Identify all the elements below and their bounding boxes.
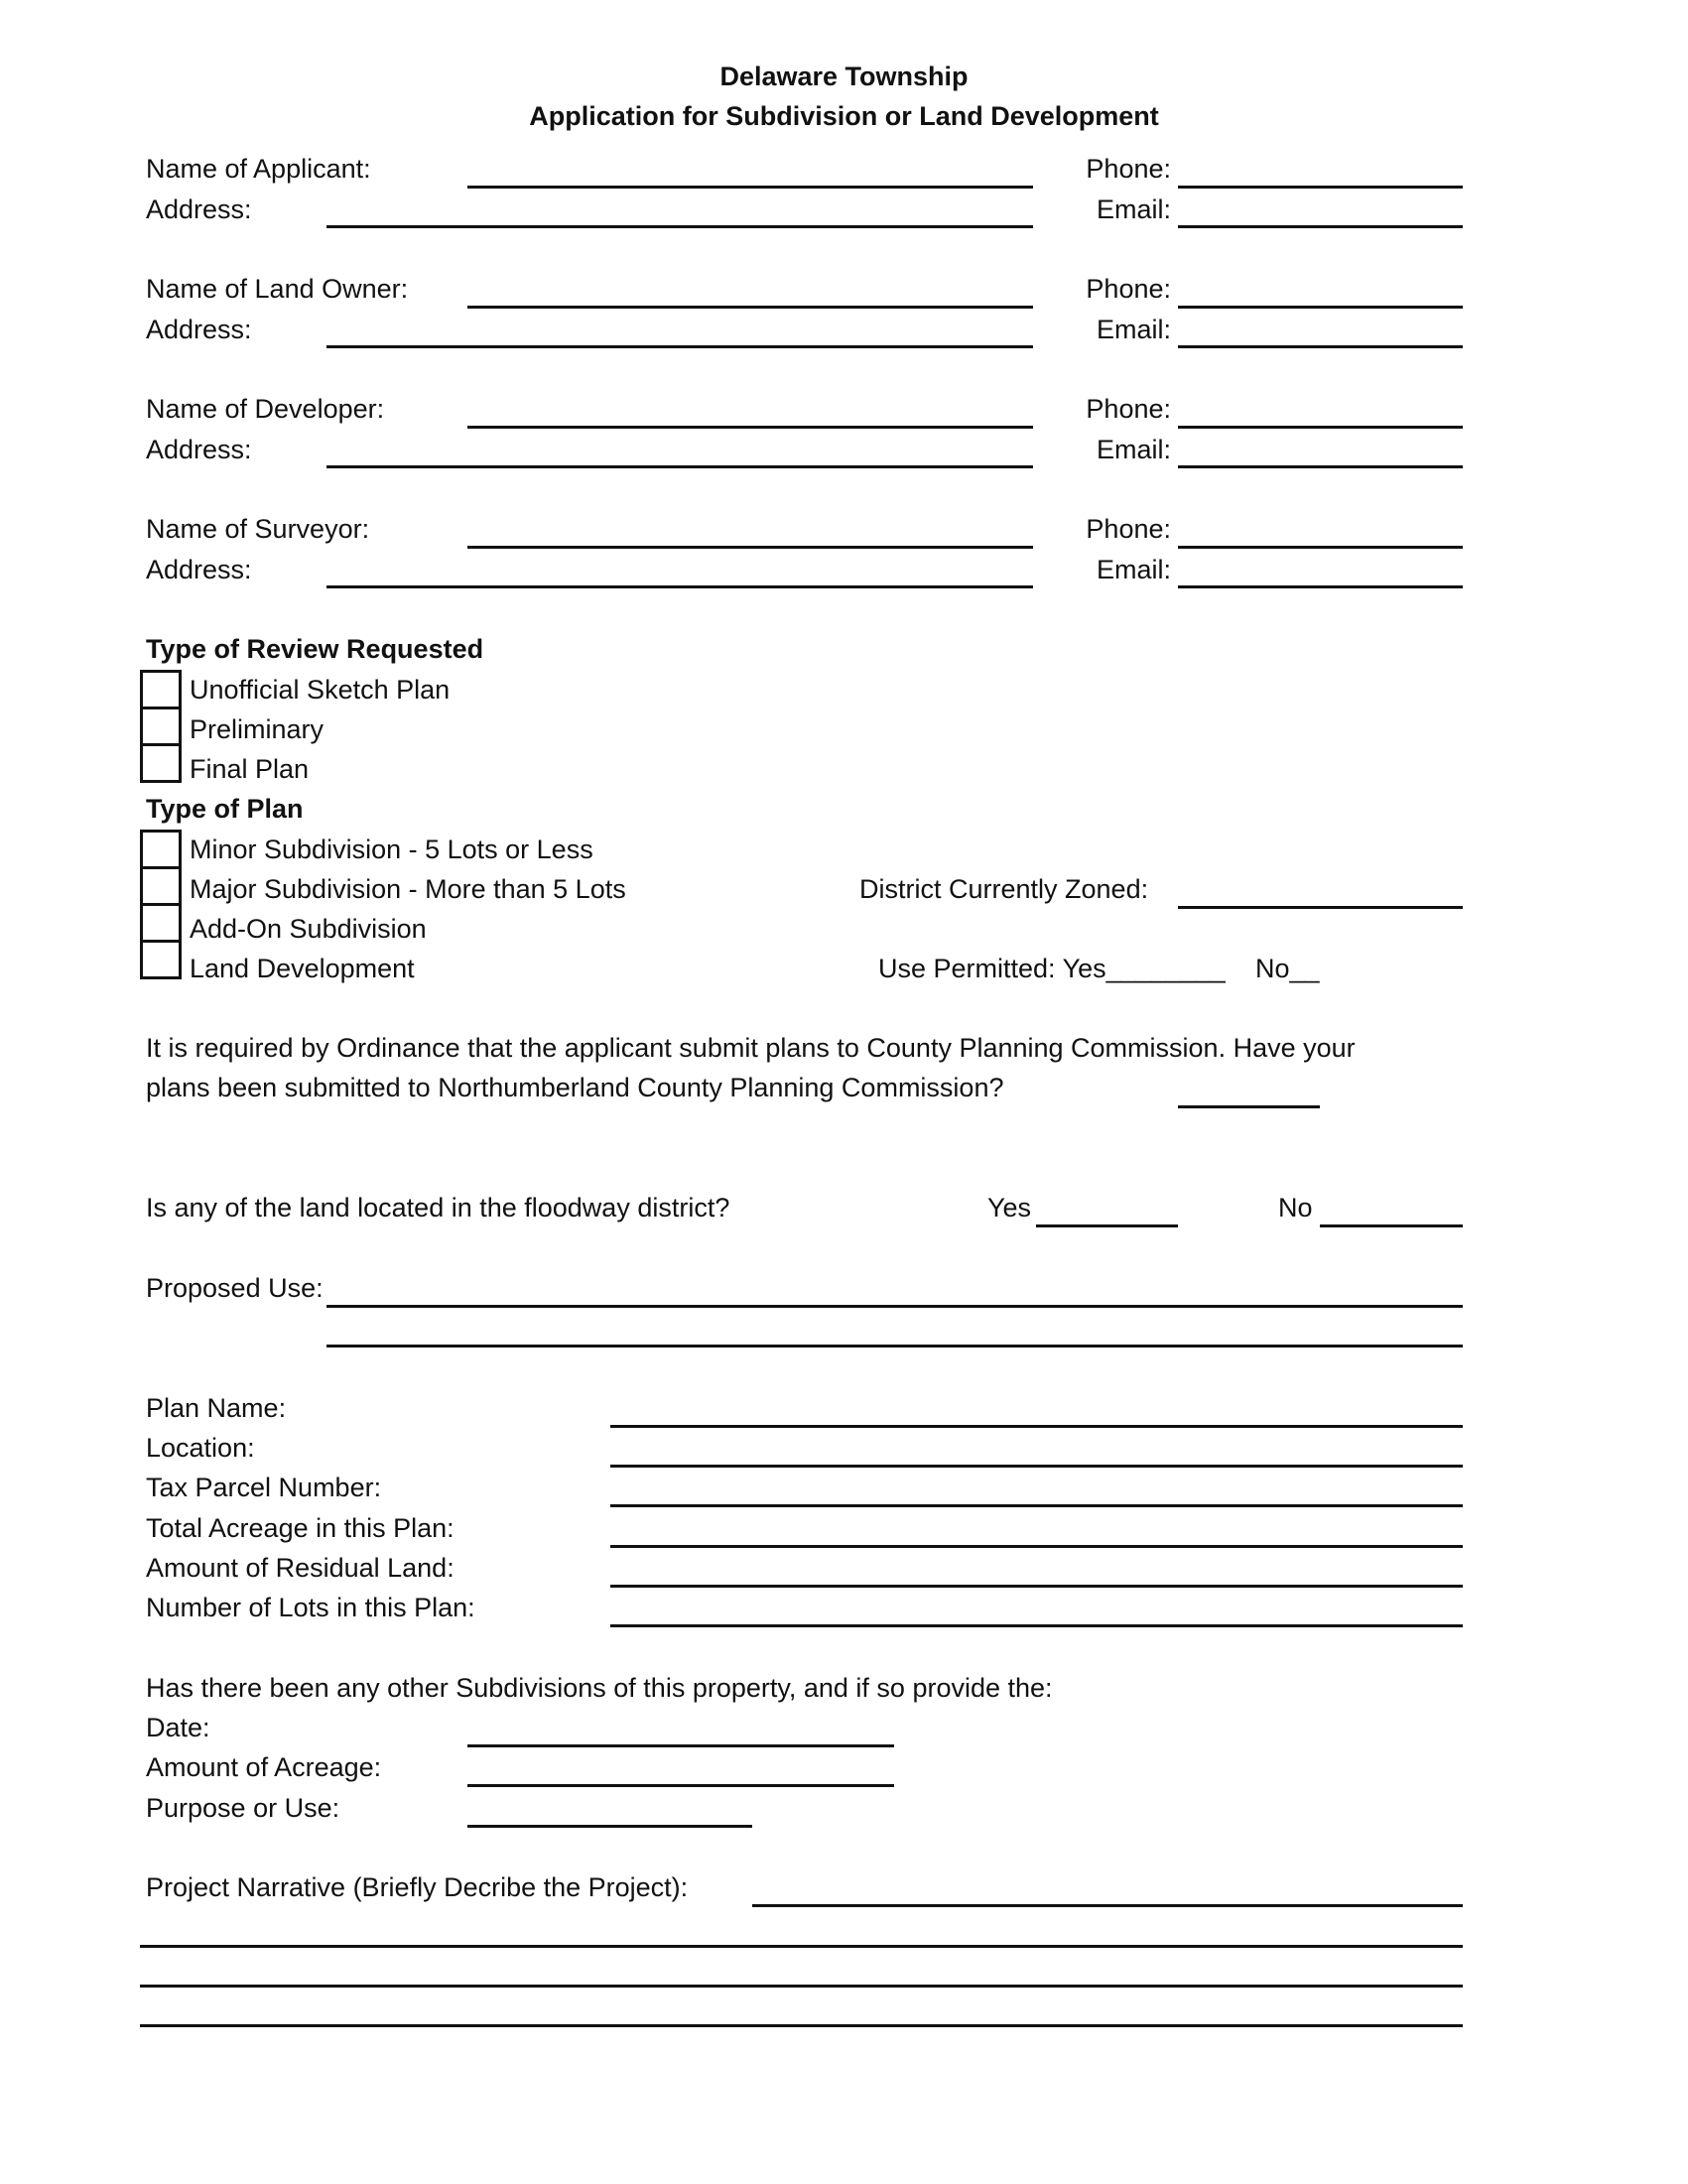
- proposed-use-label: Proposed Use:: [146, 1273, 324, 1303]
- applicant-address-label: Address:: [146, 194, 252, 224]
- residual-land-label: Amount of Residual Land:: [146, 1553, 454, 1583]
- applicant-name-label: Name of Applicant:: [146, 154, 371, 184]
- plan-name-field[interactable]: [610, 1425, 1463, 1428]
- plan-type-option-label: Major Subdivision - More than 5 Lots: [190, 874, 626, 904]
- prior-date-field[interactable]: [467, 1744, 894, 1747]
- checkbox-add-on-subdivision[interactable]: [140, 903, 182, 940]
- prior-purpose-label: Purpose or Use:: [146, 1793, 340, 1823]
- land-owner-address-field[interactable]: [326, 345, 1033, 348]
- developer-email-label: Email:: [1096, 435, 1171, 464]
- applicant-email-label: Email:: [1096, 194, 1171, 224]
- floodway-no-label: No: [1278, 1193, 1313, 1222]
- applicant-email-field[interactable]: [1178, 225, 1463, 228]
- surveyor-email-field[interactable]: [1178, 585, 1463, 588]
- developer-phone-label: Phone:: [1086, 394, 1171, 424]
- surveyor-email-label: Email:: [1096, 555, 1171, 584]
- proposed-use-field-line2[interactable]: [326, 1345, 1463, 1348]
- location-label: Location:: [146, 1433, 255, 1463]
- number-of-lots-label: Number of Lots in this Plan:: [146, 1593, 475, 1622]
- land-owner-address-label: Address:: [146, 315, 252, 344]
- district-zoned-label: District Currently Zoned:: [859, 874, 1149, 904]
- plan-type-option-label: Add-On Subdivision: [190, 914, 427, 944]
- surveyor-phone-label: Phone:: [1086, 514, 1171, 544]
- plan-type-option-label: Land Development: [190, 954, 415, 983]
- checkbox-unofficial-sketch-plan[interactable]: [140, 670, 182, 707]
- land-owner-email-field[interactable]: [1178, 345, 1463, 348]
- surveyor-name-field[interactable]: [467, 546, 1033, 549]
- prior-acreage-field[interactable]: [467, 1784, 894, 1787]
- prior-purpose-field[interactable]: [467, 1825, 752, 1828]
- plan-type-heading: Type of Plan: [146, 794, 304, 824]
- checkbox-final-plan[interactable]: [140, 743, 182, 783]
- county-answer-field[interactable]: [1178, 1105, 1320, 1108]
- use-permitted-yes[interactable]: Use Permitted: Yes________: [878, 954, 1226, 983]
- plan-type-option-label: Minor Subdivision - 5 Lots or Less: [190, 835, 593, 864]
- location-field[interactable]: [610, 1465, 1463, 1468]
- project-narrative-label: Project Narrative (Briefly Decribe the Project):: [146, 1872, 689, 1902]
- applicant-name-field[interactable]: [467, 186, 1033, 189]
- applicant-phone-field[interactable]: [1178, 186, 1463, 189]
- review-option-label: Final Plan: [190, 754, 310, 784]
- developer-name-label: Name of Developer:: [146, 394, 385, 424]
- number-of-lots-field[interactable]: [610, 1624, 1463, 1627]
- prior-subdivisions-question: Has there been any other Subdivisions of this property, and if so provide the:: [146, 1673, 1053, 1703]
- surveyor-phone-field[interactable]: [1178, 546, 1463, 549]
- prior-date-label: Date:: [146, 1713, 210, 1742]
- surveyor-name-label: Name of Surveyor:: [146, 514, 370, 544]
- county-question-line1: It is required by Ordinance that the applicant submit plans to County Planning Commission. Have your: [146, 1033, 1356, 1063]
- land-owner-name-label: Name of Land Owner:: [146, 274, 409, 304]
- total-acreage-label: Total Acreage in this Plan:: [146, 1513, 454, 1543]
- county-question-line2: plans been submitted to Northumberland County Planning Commission?: [146, 1073, 1004, 1102]
- project-narrative-field-line2[interactable]: [140, 1945, 1463, 1948]
- land-owner-phone-field[interactable]: [1178, 306, 1463, 309]
- checkbox-preliminary[interactable]: [140, 707, 182, 743]
- applicant-phone-label: Phone:: [1086, 154, 1171, 184]
- developer-name-field[interactable]: [467, 426, 1033, 429]
- review-option-label: Preliminary: [190, 714, 325, 744]
- land-owner-name-field[interactable]: [467, 306, 1033, 309]
- land-owner-phone-label: Phone:: [1086, 274, 1171, 304]
- district-zoned-field[interactable]: [1178, 906, 1463, 909]
- surveyor-address-label: Address:: [146, 555, 252, 584]
- plan-name-label: Plan Name:: [146, 1393, 287, 1423]
- developer-phone-field[interactable]: [1178, 426, 1463, 429]
- floodway-question: Is any of the land located in the floodway district?: [146, 1193, 730, 1222]
- project-narrative-field-line4[interactable]: [140, 2024, 1463, 2027]
- surveyor-address-field[interactable]: [326, 585, 1033, 588]
- project-narrative-field-line3[interactable]: [140, 1985, 1463, 1988]
- checkbox-minor-subdivision[interactable]: [140, 830, 182, 866]
- checkbox-major-subdivision[interactable]: [140, 866, 182, 903]
- use-permitted-no[interactable]: No__: [1255, 954, 1320, 983]
- residual-land-field[interactable]: [610, 1585, 1463, 1588]
- checkbox-land-development[interactable]: [140, 940, 182, 979]
- form-subtitle: Application for Subdivision or Land Development: [529, 101, 1159, 131]
- tax-parcel-label: Tax Parcel Number:: [146, 1473, 382, 1502]
- land-owner-email-label: Email:: [1096, 315, 1171, 344]
- developer-address-field[interactable]: [326, 465, 1033, 468]
- floodway-yes-field[interactable]: [1036, 1224, 1178, 1227]
- developer-address-label: Address:: [146, 435, 252, 464]
- total-acreage-field[interactable]: [610, 1545, 1463, 1548]
- floodway-no-field[interactable]: [1320, 1224, 1463, 1227]
- review-heading: Type of Review Requested: [146, 634, 484, 664]
- proposed-use-field-line1[interactable]: [326, 1305, 1463, 1308]
- tax-parcel-field[interactable]: [610, 1504, 1463, 1507]
- form-title: Delaware Township: [719, 62, 969, 91]
- prior-acreage-label: Amount of Acreage:: [146, 1752, 382, 1782]
- floodway-yes-label: Yes: [987, 1193, 1032, 1222]
- applicant-address-field[interactable]: [326, 225, 1033, 228]
- developer-email-field[interactable]: [1178, 465, 1463, 468]
- review-option-label: Unofficial Sketch Plan: [190, 675, 451, 705]
- project-narrative-field-line1[interactable]: [752, 1904, 1463, 1907]
